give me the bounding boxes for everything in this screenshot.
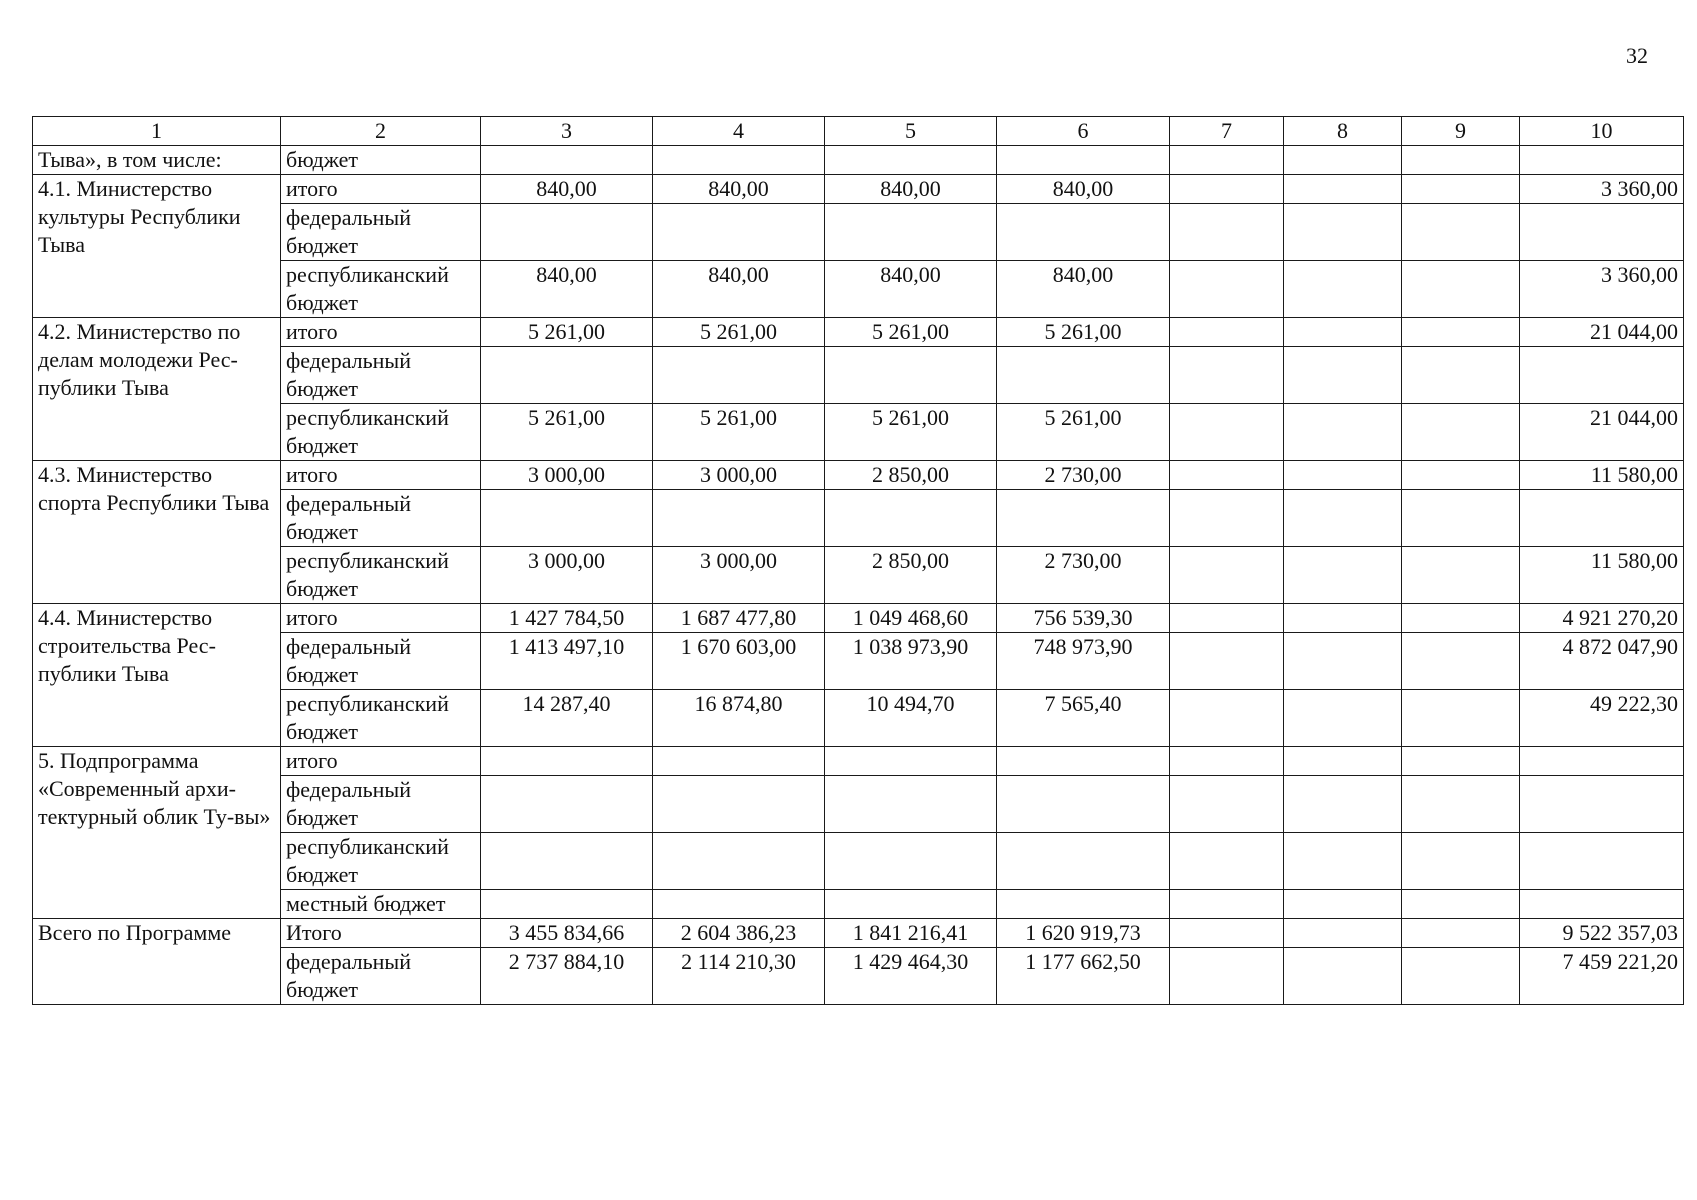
value-cell bbox=[997, 890, 1170, 919]
value-cell: 1 413 497,10 bbox=[481, 633, 653, 690]
value-cell bbox=[653, 776, 825, 833]
value-cell: 1 427 784,50 bbox=[481, 604, 653, 633]
value-cell bbox=[1402, 404, 1520, 461]
budget-type-cell: местный бюджет bbox=[281, 890, 481, 919]
table-row bbox=[33, 261, 1684, 318]
budget-type-cell: итого bbox=[281, 604, 481, 633]
value-cell bbox=[1170, 261, 1284, 318]
total-cell bbox=[1520, 490, 1684, 547]
value-cell bbox=[481, 490, 653, 547]
value-cell bbox=[1402, 833, 1520, 890]
value-cell bbox=[1284, 948, 1402, 1005]
value-cell: 3 000,00 bbox=[481, 547, 653, 604]
total-cell: 21 044,00 bbox=[1520, 318, 1684, 347]
table-row bbox=[33, 347, 1684, 404]
value-cell bbox=[1170, 948, 1284, 1005]
value-cell: 5 261,00 bbox=[653, 404, 825, 461]
total-cell: 7 459 221,20 bbox=[1520, 948, 1684, 1005]
value-cell bbox=[1402, 318, 1520, 347]
table-row bbox=[33, 833, 1684, 890]
total-cell: 11 580,00 bbox=[1520, 547, 1684, 604]
value-cell bbox=[1284, 547, 1402, 604]
column-header: 6 bbox=[997, 117, 1170, 146]
value-cell: 840,00 bbox=[653, 175, 825, 204]
value-cell bbox=[1170, 490, 1284, 547]
column-header: 10 bbox=[1520, 117, 1684, 146]
value-cell bbox=[1284, 690, 1402, 747]
value-cell bbox=[1170, 919, 1284, 948]
value-cell: 1 687 477,80 bbox=[653, 604, 825, 633]
value-cell bbox=[1402, 690, 1520, 747]
budget-type-cell: итого bbox=[281, 175, 481, 204]
table-row bbox=[33, 461, 1684, 490]
value-cell bbox=[825, 776, 997, 833]
value-cell bbox=[825, 146, 997, 175]
column-header: 2 bbox=[281, 117, 481, 146]
table-row bbox=[33, 747, 1684, 776]
value-cell bbox=[1170, 318, 1284, 347]
value-cell: 1 049 468,60 bbox=[825, 604, 997, 633]
value-cell bbox=[1170, 776, 1284, 833]
value-cell bbox=[1402, 747, 1520, 776]
value-cell bbox=[1170, 404, 1284, 461]
value-cell bbox=[481, 833, 653, 890]
org-cell: 4.2. Министерство по делам молодежи Рес-публики Тыва bbox=[33, 318, 281, 461]
table-row bbox=[33, 890, 1684, 919]
budget-type-cell: федеральный бюджет bbox=[281, 347, 481, 404]
org-cell: 4.4. Министерство строительства Рес-публики Тыва bbox=[33, 604, 281, 747]
value-cell bbox=[1170, 175, 1284, 204]
value-cell: 2 730,00 bbox=[997, 461, 1170, 490]
total-cell: 49 222,30 bbox=[1520, 690, 1684, 747]
table-row bbox=[33, 919, 1684, 948]
budget-type-cell: итого bbox=[281, 461, 481, 490]
value-cell bbox=[825, 833, 997, 890]
value-cell bbox=[1170, 547, 1284, 604]
value-cell: 7 565,40 bbox=[997, 690, 1170, 747]
value-cell bbox=[653, 833, 825, 890]
value-cell: 1 038 973,90 bbox=[825, 633, 997, 690]
value-cell: 5 261,00 bbox=[825, 318, 997, 347]
budget-table bbox=[32, 116, 1684, 1005]
table-body bbox=[33, 117, 1684, 1005]
value-cell bbox=[1402, 547, 1520, 604]
value-cell: 5 261,00 bbox=[481, 404, 653, 461]
value-cell: 2 737 884,10 bbox=[481, 948, 653, 1005]
value-cell: 5 261,00 bbox=[825, 404, 997, 461]
column-header: 5 bbox=[825, 117, 997, 146]
total-cell bbox=[1520, 776, 1684, 833]
value-cell bbox=[1284, 404, 1402, 461]
total-cell bbox=[1520, 204, 1684, 261]
value-cell bbox=[1284, 747, 1402, 776]
value-cell: 840,00 bbox=[481, 261, 653, 318]
budget-type-cell: республиканский бюджет bbox=[281, 261, 481, 318]
value-cell bbox=[653, 890, 825, 919]
budget-type-cell: итого bbox=[281, 318, 481, 347]
value-cell: 3 000,00 bbox=[481, 461, 653, 490]
value-cell bbox=[653, 347, 825, 404]
value-cell: 840,00 bbox=[825, 261, 997, 318]
value-cell: 14 287,40 bbox=[481, 690, 653, 747]
table-row bbox=[33, 948, 1684, 1005]
value-cell: 16 874,80 bbox=[653, 690, 825, 747]
budget-type-cell: бюджет bbox=[281, 146, 481, 175]
value-cell: 840,00 bbox=[653, 261, 825, 318]
value-cell: 840,00 bbox=[825, 175, 997, 204]
value-cell bbox=[481, 890, 653, 919]
value-cell: 2 850,00 bbox=[825, 547, 997, 604]
column-header: 3 bbox=[481, 117, 653, 146]
value-cell bbox=[1170, 747, 1284, 776]
value-cell bbox=[481, 146, 653, 175]
table-row bbox=[33, 690, 1684, 747]
value-cell bbox=[1284, 604, 1402, 633]
value-cell bbox=[1402, 919, 1520, 948]
value-cell bbox=[1284, 461, 1402, 490]
table-row bbox=[33, 490, 1684, 547]
budget-type-cell: Итого bbox=[281, 919, 481, 948]
table-row bbox=[33, 547, 1684, 604]
value-cell bbox=[997, 204, 1170, 261]
value-cell bbox=[653, 490, 825, 547]
org-cell: 4.1. Министерство культуры Республики Тыва bbox=[33, 175, 281, 318]
value-cell bbox=[1284, 776, 1402, 833]
value-cell bbox=[653, 747, 825, 776]
table-row bbox=[33, 175, 1684, 204]
value-cell bbox=[1402, 461, 1520, 490]
value-cell bbox=[1170, 890, 1284, 919]
value-cell bbox=[481, 747, 653, 776]
total-cell: 9 522 357,03 bbox=[1520, 919, 1684, 948]
value-cell bbox=[1402, 204, 1520, 261]
value-cell bbox=[825, 204, 997, 261]
value-cell bbox=[1402, 146, 1520, 175]
value-cell bbox=[997, 747, 1170, 776]
value-cell bbox=[1284, 318, 1402, 347]
budget-type-cell: федеральный бюджет bbox=[281, 948, 481, 1005]
value-cell bbox=[1284, 633, 1402, 690]
total-cell bbox=[1520, 890, 1684, 919]
table-row bbox=[33, 146, 1684, 175]
value-cell bbox=[1402, 776, 1520, 833]
table-row bbox=[33, 604, 1684, 633]
total-cell: 11 580,00 bbox=[1520, 461, 1684, 490]
value-cell bbox=[1284, 146, 1402, 175]
value-cell: 1 177 662,50 bbox=[997, 948, 1170, 1005]
value-cell bbox=[1284, 204, 1402, 261]
value-cell bbox=[481, 204, 653, 261]
value-cell bbox=[1402, 633, 1520, 690]
value-cell: 840,00 bbox=[481, 175, 653, 204]
column-number-row bbox=[33, 117, 1684, 146]
value-cell bbox=[481, 776, 653, 833]
table-row bbox=[33, 404, 1684, 461]
value-cell: 1 429 464,30 bbox=[825, 948, 997, 1005]
value-cell bbox=[1170, 347, 1284, 404]
value-cell: 748 973,90 bbox=[997, 633, 1170, 690]
value-cell bbox=[997, 490, 1170, 547]
value-cell: 1 670 603,00 bbox=[653, 633, 825, 690]
value-cell: 5 261,00 bbox=[997, 404, 1170, 461]
value-cell bbox=[1402, 175, 1520, 204]
budget-type-cell: республиканский бюджет bbox=[281, 690, 481, 747]
value-cell bbox=[1284, 261, 1402, 318]
table-row bbox=[33, 633, 1684, 690]
value-cell bbox=[997, 146, 1170, 175]
value-cell bbox=[825, 890, 997, 919]
table-row bbox=[33, 776, 1684, 833]
value-cell: 2 604 386,23 bbox=[653, 919, 825, 948]
value-cell bbox=[1170, 146, 1284, 175]
column-header: 1 bbox=[33, 117, 281, 146]
value-cell: 3 455 834,66 bbox=[481, 919, 653, 948]
total-cell bbox=[1520, 347, 1684, 404]
value-cell: 1 841 216,41 bbox=[825, 919, 997, 948]
value-cell bbox=[481, 347, 653, 404]
value-cell: 5 261,00 bbox=[481, 318, 653, 347]
budget-type-cell: федеральный бюджет bbox=[281, 204, 481, 261]
budget-type-cell: федеральный бюджет bbox=[281, 490, 481, 547]
value-cell bbox=[825, 747, 997, 776]
budget-type-cell: республиканский бюджет bbox=[281, 833, 481, 890]
value-cell bbox=[1170, 461, 1284, 490]
value-cell: 840,00 bbox=[997, 261, 1170, 318]
total-cell: 4 921 270,20 bbox=[1520, 604, 1684, 633]
value-cell bbox=[1402, 261, 1520, 318]
value-cell bbox=[653, 204, 825, 261]
value-cell: 3 000,00 bbox=[653, 547, 825, 604]
value-cell bbox=[1170, 604, 1284, 633]
value-cell bbox=[825, 490, 997, 547]
total-cell: 21 044,00 bbox=[1520, 404, 1684, 461]
value-cell bbox=[1402, 948, 1520, 1005]
budget-type-cell: итого bbox=[281, 747, 481, 776]
total-cell: 4 872 047,90 bbox=[1520, 633, 1684, 690]
column-header: 7 bbox=[1170, 117, 1284, 146]
value-cell bbox=[1170, 204, 1284, 261]
budget-type-cell: республиканский бюджет bbox=[281, 404, 481, 461]
value-cell bbox=[1284, 490, 1402, 547]
total-cell bbox=[1520, 747, 1684, 776]
value-cell: 756 539,30 bbox=[997, 604, 1170, 633]
value-cell: 2 114 210,30 bbox=[653, 948, 825, 1005]
org-cell: Всего по Программе bbox=[33, 919, 281, 1005]
column-header: 9 bbox=[1402, 117, 1520, 146]
column-header: 4 bbox=[653, 117, 825, 146]
value-cell: 3 000,00 bbox=[653, 461, 825, 490]
value-cell: 840,00 bbox=[997, 175, 1170, 204]
budget-type-cell: федеральный бюджет bbox=[281, 776, 481, 833]
value-cell bbox=[653, 146, 825, 175]
value-cell bbox=[997, 833, 1170, 890]
value-cell: 10 494,70 bbox=[825, 690, 997, 747]
org-cell: 5. Подпрограмма «Современный архи-тектурный облик Ту-вы» bbox=[33, 747, 281, 919]
value-cell bbox=[1402, 890, 1520, 919]
value-cell bbox=[1170, 690, 1284, 747]
budget-type-cell: федеральный бюджет bbox=[281, 633, 481, 690]
value-cell bbox=[1402, 604, 1520, 633]
value-cell: 1 620 919,73 bbox=[997, 919, 1170, 948]
value-cell bbox=[997, 776, 1170, 833]
budget-type-cell: республиканский бюджет bbox=[281, 547, 481, 604]
total-cell: 3 360,00 bbox=[1520, 175, 1684, 204]
value-cell bbox=[1284, 919, 1402, 948]
table-row bbox=[33, 204, 1684, 261]
org-cell: 4.3. Министерство спорта Республики Тыва bbox=[33, 461, 281, 604]
value-cell bbox=[1284, 833, 1402, 890]
value-cell: 2 850,00 bbox=[825, 461, 997, 490]
page-number: 32 bbox=[1626, 43, 1648, 68]
value-cell bbox=[1170, 833, 1284, 890]
value-cell bbox=[1284, 890, 1402, 919]
value-cell bbox=[1402, 347, 1520, 404]
value-cell bbox=[825, 347, 997, 404]
value-cell bbox=[1402, 490, 1520, 547]
total-cell bbox=[1520, 833, 1684, 890]
total-cell: 3 360,00 bbox=[1520, 261, 1684, 318]
value-cell bbox=[1284, 347, 1402, 404]
org-cell: Тыва», в том числе: bbox=[33, 146, 281, 175]
value-cell bbox=[997, 347, 1170, 404]
total-cell bbox=[1520, 146, 1684, 175]
value-cell: 5 261,00 bbox=[653, 318, 825, 347]
table-row bbox=[33, 318, 1684, 347]
value-cell bbox=[1284, 175, 1402, 204]
value-cell: 5 261,00 bbox=[997, 318, 1170, 347]
value-cell: 2 730,00 bbox=[997, 547, 1170, 604]
value-cell bbox=[1170, 633, 1284, 690]
column-header: 8 bbox=[1284, 117, 1402, 146]
